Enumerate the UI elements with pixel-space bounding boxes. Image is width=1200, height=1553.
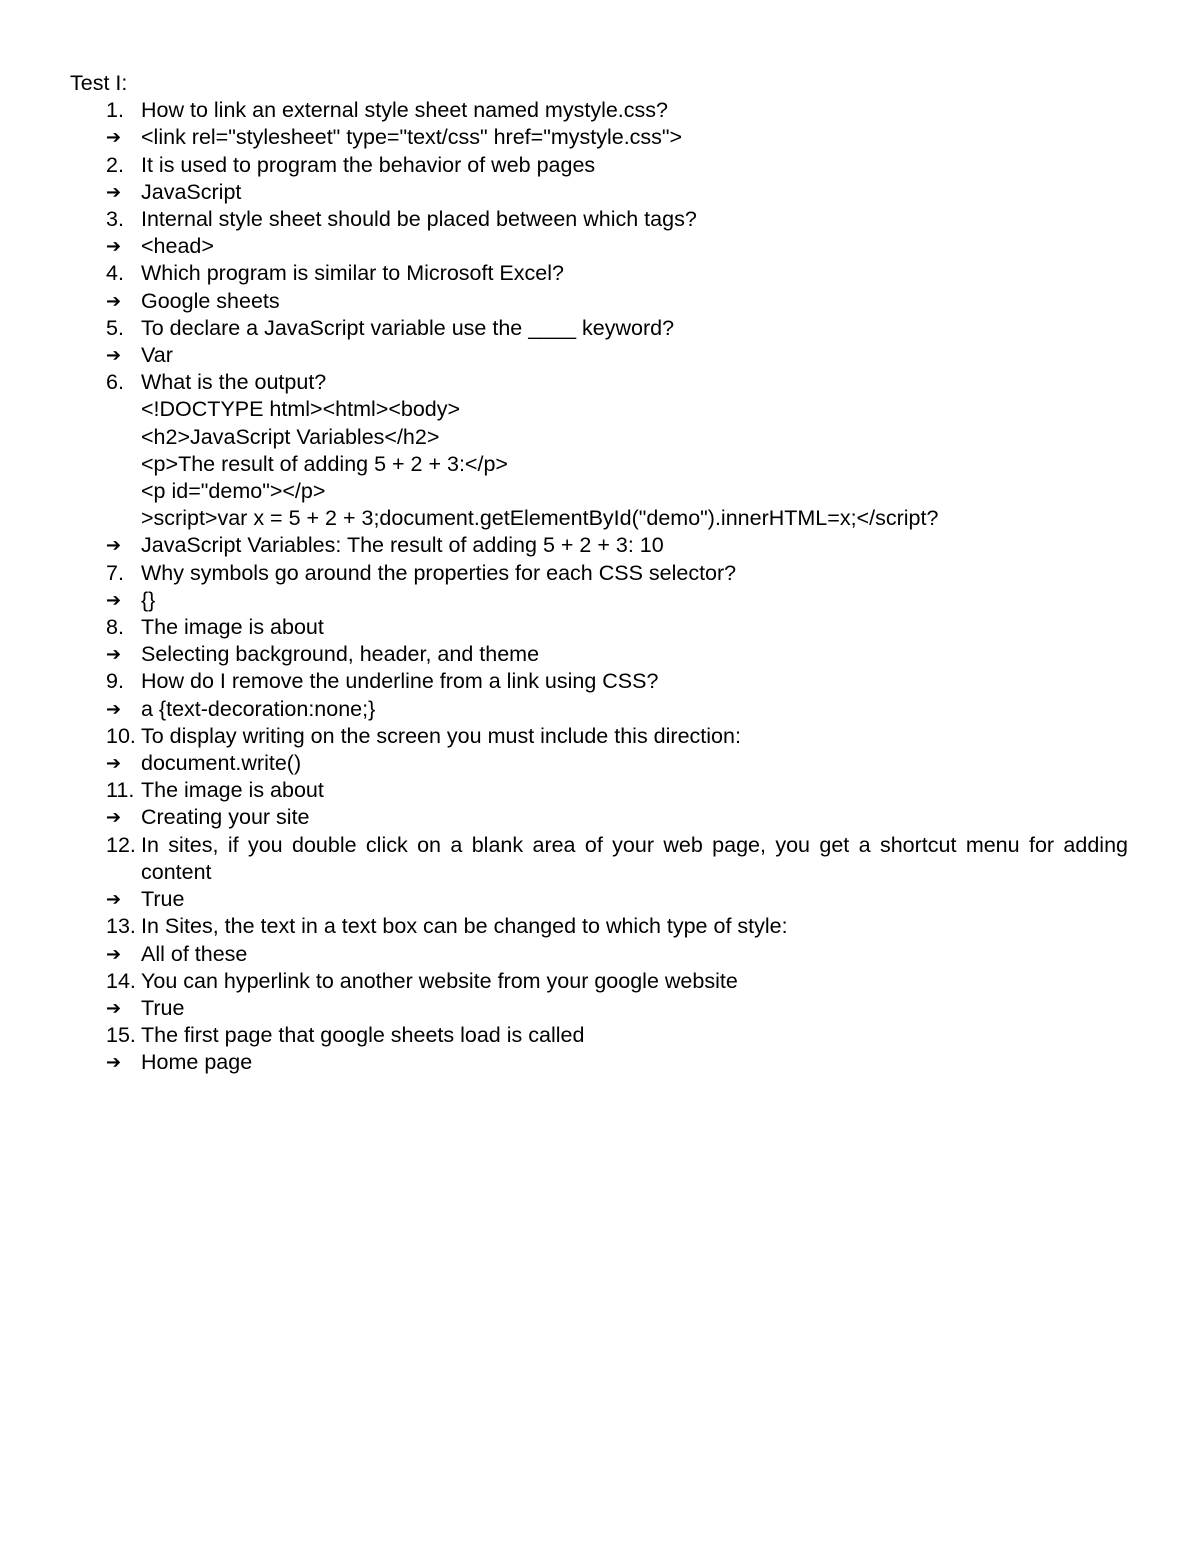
code-line: <h2>JavaScript Variables</h2>: [141, 424, 440, 449]
answer-text: JavaScript: [141, 179, 242, 204]
question-6: [70, 369, 1128, 532]
answer-6: [70, 532, 1128, 559]
answer-3: [70, 233, 1128, 260]
question-text: The image is about: [141, 778, 324, 803]
question-number: 10.: [106, 723, 136, 748]
code-line: <!DOCTYPE html><html><body>: [141, 397, 461, 422]
question-text: To declare a JavaScript variable use the ____ keyword?: [141, 315, 675, 340]
answer-text: Google sheets: [141, 288, 280, 313]
question-number: 14.: [106, 968, 136, 993]
question-9: [70, 668, 1128, 695]
answer-text: JavaScript Variables: The result of adding 5 + 2 + 3: 10: [141, 533, 664, 558]
question-15: [70, 1022, 1128, 1049]
arrow-right-icon: ➔: [106, 535, 122, 557]
arrow-right-icon: ➔: [106, 236, 122, 258]
question-text: The first page that google sheets load is called: [141, 1023, 585, 1048]
answer-1: [70, 124, 1128, 151]
answer-10: [70, 750, 1128, 777]
arrow-right-icon: ➔: [106, 1052, 122, 1074]
question-number: 13.: [106, 914, 136, 939]
arrow-right-icon: ➔: [106, 589, 122, 611]
question-number: 5.: [106, 315, 124, 340]
code-line: >script>var x = 5 + 2 + 3;document.getElementById("demo").innerHTML=x;</script?: [141, 506, 939, 531]
arrow-right-icon: ➔: [106, 997, 122, 1019]
question-text: In Sites, the text in a text box can be changed to which type of style:: [141, 914, 788, 939]
question-number: 12.: [106, 832, 136, 857]
arrow-right-icon: ➔: [106, 181, 122, 203]
question-1: [70, 97, 1128, 124]
answer-14: [70, 995, 1128, 1022]
answer-15: [70, 1049, 1128, 1076]
question-number: 11.: [106, 778, 135, 803]
answer-text: Selecting background, header, and theme: [141, 642, 540, 667]
question-number: 8.: [106, 615, 124, 640]
arrow-right-icon: ➔: [106, 753, 122, 775]
answer-12: [70, 886, 1128, 913]
answer-2: [70, 179, 1128, 206]
answer-text: Var: [141, 343, 173, 368]
question-text: What is the output?: [141, 370, 327, 395]
arrow-right-icon: ➔: [106, 807, 122, 829]
question-text: To display writing on the screen you must include this direction:: [141, 723, 741, 748]
answer-7: [70, 587, 1128, 614]
answer-text: <head>: [141, 234, 214, 259]
question-number: 4.: [106, 261, 124, 286]
question-number: 9.: [106, 669, 124, 694]
answer-text: {}: [141, 587, 156, 612]
question-11: [70, 777, 1128, 804]
answer-9: [70, 696, 1128, 723]
question-8: [70, 614, 1128, 641]
answer-text: True: [141, 995, 185, 1020]
arrow-right-icon: ➔: [106, 345, 122, 367]
answer-13: [70, 941, 1128, 968]
question-4: [70, 260, 1128, 287]
test-heading: Test I:: [70, 71, 128, 95]
answer-text: Creating your site: [141, 805, 310, 830]
answer-4: [70, 288, 1128, 315]
answer-5: [70, 342, 1128, 369]
answer-11: [70, 804, 1128, 831]
question-text: How to link an external style sheet named mystyle.css?: [141, 98, 668, 123]
arrow-right-icon: ➔: [106, 698, 122, 720]
question-text: In sites, if you double click on a blank area of your web page, you get a shortcut menu for adding content: [141, 832, 1128, 884]
question-number: 3.: [106, 207, 124, 232]
question-number: 15.: [106, 1023, 136, 1048]
question-3: [70, 206, 1128, 233]
answer-text: True: [141, 887, 185, 912]
arrow-right-icon: ➔: [106, 127, 122, 149]
question-10: [70, 723, 1128, 750]
question-5: [70, 315, 1128, 342]
question-7: [70, 560, 1128, 587]
code-line: <p>The result of adding 5 + 2 + 3:</p>: [141, 451, 508, 476]
question-text: How do I remove the underline from a link using CSS?: [141, 669, 659, 694]
question-number: 2.: [106, 152, 124, 177]
question-number: 7.: [106, 560, 124, 585]
question-text: Why symbols go around the properties for each CSS selector?: [141, 560, 737, 585]
arrow-right-icon: ➔: [106, 943, 122, 965]
question-text: The image is about: [141, 615, 324, 640]
question-2: [70, 152, 1128, 179]
answer-text: All of these: [141, 941, 248, 966]
question-number: 6.: [106, 370, 124, 395]
arrow-right-icon: ➔: [106, 644, 122, 666]
question-13: [70, 913, 1128, 940]
code-line: <p id="demo"></p>: [141, 479, 326, 504]
question-text: It is used to program the behavior of web pages: [141, 152, 596, 177]
question-12: [70, 832, 1128, 886]
arrow-right-icon: ➔: [106, 290, 122, 312]
answer-text: a {text-decoration:none;}: [141, 696, 376, 721]
answer-text: document.write(): [141, 751, 302, 776]
question-text: Internal style sheet should be placed between which tags?: [141, 207, 697, 232]
answer-text: Home page: [141, 1050, 253, 1075]
question-text: You can hyperlink to another website from your google website: [141, 968, 738, 993]
question-14: [70, 968, 1128, 995]
question-text: Which program is similar to Microsoft Excel?: [141, 261, 564, 286]
answer-text: <link rel="stylesheet" type="text/css" href="mystyle.css">: [141, 125, 683, 150]
arrow-right-icon: ➔: [106, 889, 122, 911]
test-content: [70, 70, 1128, 1077]
question-number: 1.: [106, 98, 124, 123]
answer-8: [70, 641, 1128, 668]
